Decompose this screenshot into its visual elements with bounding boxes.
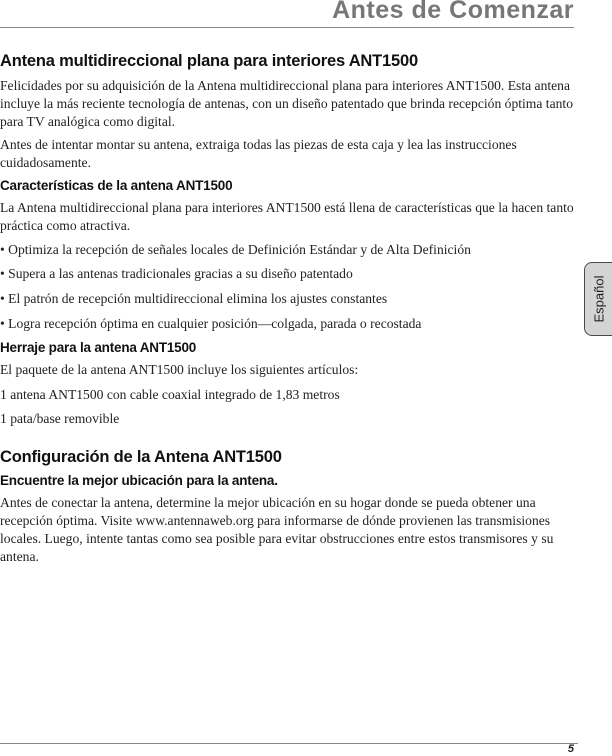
features-heading: Características de la antena ANT1500	[0, 177, 233, 193]
hardware-intro: El paquete de la antena ANT1500 incluye los siguientes artículos:	[0, 361, 359, 377]
instructions-paragraph: Antes de intentar montar su antena, extraiga todas las piezas de esta caja y lea las instrucciones cuidadosamente.	[0, 137, 517, 171]
hardware-item: 1 pata/base removible	[0, 411, 120, 427]
header-divider	[0, 27, 574, 28]
feature-item: • El patrón de recepción multidireccional elimina los ajustes constantes	[0, 291, 388, 307]
language-tab-label: Español	[591, 275, 606, 323]
feature-item: • Logra recepción óptima en cualquier posición—colgada, parada o recostada	[0, 315, 422, 331]
language-tab	[584, 262, 612, 336]
footer-divider	[0, 743, 578, 744]
hardware-item: 1 antena ANT1500 con cable coaxial integrado de 1,83 metros	[0, 386, 340, 402]
features-intro: La Antena multidireccional plana para interiores ANT1500 está llena de características que la hacen tanto práctica como atractiva.	[0, 199, 574, 233]
section-title-antenna: Antena multidireccional plana para interiores ANT1500	[0, 52, 418, 70]
section-title-configuration: Configuración de la Antena ANT1500	[0, 448, 282, 467]
location-paragraph: Antes de conectar la antena, determine la mejor ubicación en su hogar donde se pueda obtener una recepción óptima. Visite www.antennaweb.org para informarse de dónde provienen las transmisiones locales. Luego, intente tantas como sea posible para evitar obstrucciones entre estos transmisores y su antena.	[0, 495, 554, 564]
location-subheading: Encuentre la mejor ubicación para la antena.	[0, 473, 278, 489]
feature-item: • Optimiza la recepción de señales locales de Definición Estándar y de Alta Definición	[0, 241, 471, 257]
intro-paragraph: Felicidades por su adquisición de la Antena multidireccional plana para interiores ANT1500. Esta antena incluye la más reciente tecnología de antenas, con un diseño patentado que brinda recepción óptima tanto para TV analógica como digital.	[0, 78, 573, 129]
page-number: 5	[567, 743, 574, 755]
page-content	[0, 52, 574, 571]
feature-item: • Supera a las antenas tradicionales gracias a su diseño patentado	[0, 266, 353, 282]
page-header-title: Antes de Comenzar	[332, 0, 574, 24]
hardware-heading: Herraje para la antena ANT1500	[0, 339, 197, 355]
